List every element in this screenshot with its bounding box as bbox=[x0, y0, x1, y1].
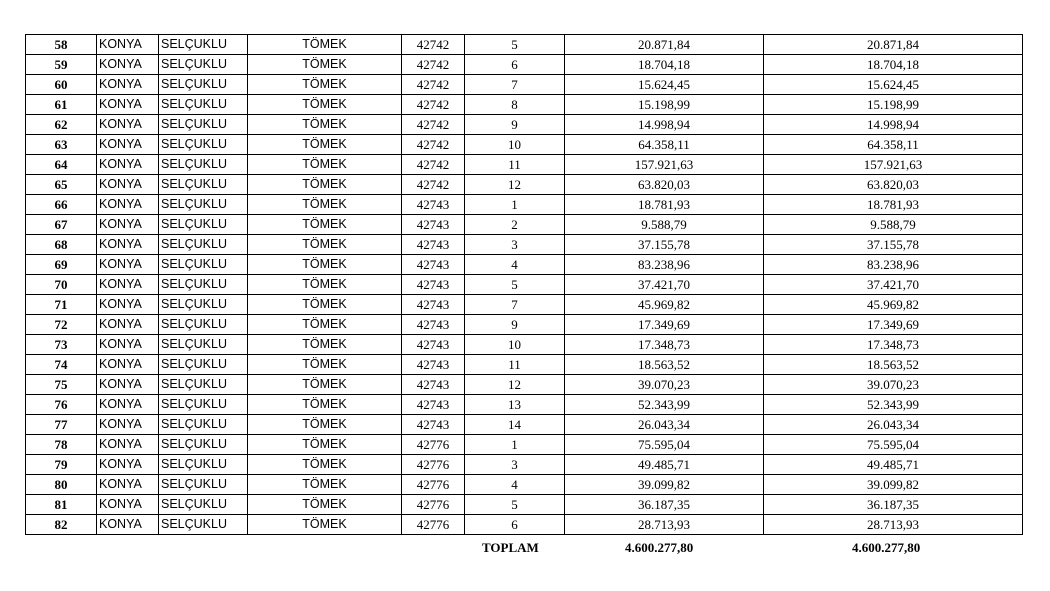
district-cell: SELÇUKLU bbox=[159, 295, 248, 315]
table-row bbox=[26, 395, 1023, 415]
amount-cell: 37.155,78 bbox=[764, 235, 1023, 255]
neighborhood-cell: TÖMEK bbox=[248, 475, 402, 495]
amount-cell: 18.563,52 bbox=[764, 355, 1023, 375]
block-cell: 42742 bbox=[402, 75, 465, 95]
amount-cell: 37.421,70 bbox=[764, 275, 1023, 295]
parcel-cell: 2 bbox=[465, 215, 565, 235]
amount-cell: 17.349,69 bbox=[764, 315, 1023, 335]
amount-cell: 17.348,73 bbox=[565, 335, 764, 355]
amount-cell: 45.969,82 bbox=[764, 295, 1023, 315]
province-cell: KONYA bbox=[97, 255, 159, 275]
row-number: 72 bbox=[26, 315, 97, 335]
neighborhood-cell: TÖMEK bbox=[248, 155, 402, 175]
table-row bbox=[26, 75, 1023, 95]
province-cell: KONYA bbox=[97, 215, 159, 235]
province-cell: KONYA bbox=[97, 395, 159, 415]
parcel-cell: 4 bbox=[465, 255, 565, 275]
table-row bbox=[26, 335, 1023, 355]
amount-cell: 9.588,79 bbox=[764, 215, 1023, 235]
row-number: 80 bbox=[26, 475, 97, 495]
parcel-cell: 11 bbox=[465, 155, 565, 175]
district-cell: SELÇUKLU bbox=[159, 195, 248, 215]
district-cell: SELÇUKLU bbox=[159, 495, 248, 515]
parcel-cell: 9 bbox=[465, 115, 565, 135]
province-cell: KONYA bbox=[97, 115, 159, 135]
province-cell: KONYA bbox=[97, 295, 159, 315]
table-row bbox=[26, 375, 1023, 395]
neighborhood-cell: TÖMEK bbox=[248, 315, 402, 335]
row-number: 74 bbox=[26, 355, 97, 375]
row-number: 73 bbox=[26, 335, 97, 355]
amount-cell: 75.595,04 bbox=[764, 435, 1023, 455]
neighborhood-cell: TÖMEK bbox=[248, 415, 402, 435]
neighborhood-cell: TÖMEK bbox=[248, 455, 402, 475]
province-cell: KONYA bbox=[97, 95, 159, 115]
amount-cell: 36.187,35 bbox=[565, 495, 764, 515]
amount-cell: 64.358,11 bbox=[565, 135, 764, 155]
amount-cell: 37.421,70 bbox=[565, 275, 764, 295]
neighborhood-cell: TÖMEK bbox=[248, 75, 402, 95]
row-number: 58 bbox=[26, 35, 97, 55]
amount-cell: 75.595,04 bbox=[565, 435, 764, 455]
neighborhood-cell: TÖMEK bbox=[248, 495, 402, 515]
total-amount-1: 4.600.277,80 bbox=[625, 540, 694, 555]
table-row bbox=[26, 495, 1023, 515]
amount-cell: 26.043,34 bbox=[565, 415, 764, 435]
parcel-cell: 1 bbox=[465, 435, 565, 455]
table-row bbox=[26, 155, 1023, 175]
amount-cell: 39.099,82 bbox=[764, 475, 1023, 495]
row-number: 77 bbox=[26, 415, 97, 435]
district-cell: SELÇUKLU bbox=[159, 55, 248, 75]
province-cell: KONYA bbox=[97, 175, 159, 195]
district-cell: SELÇUKLU bbox=[159, 175, 248, 195]
neighborhood-cell: TÖMEK bbox=[248, 355, 402, 375]
block-cell: 42743 bbox=[402, 335, 465, 355]
district-cell: SELÇUKLU bbox=[159, 455, 248, 475]
amount-cell: 39.070,23 bbox=[565, 375, 764, 395]
block-cell: 42742 bbox=[402, 155, 465, 175]
table-row bbox=[26, 475, 1023, 495]
row-number: 60 bbox=[26, 75, 97, 95]
neighborhood-cell: TÖMEK bbox=[248, 55, 402, 75]
parcel-cell: 3 bbox=[465, 235, 565, 255]
parcel-cell: 13 bbox=[465, 395, 565, 415]
parcel-cell: 7 bbox=[465, 295, 565, 315]
table-row bbox=[26, 95, 1023, 115]
block-cell: 42743 bbox=[402, 275, 465, 295]
parcel-cell: 5 bbox=[465, 495, 565, 515]
block-cell: 42743 bbox=[402, 195, 465, 215]
parcel-cell: 6 bbox=[465, 515, 565, 535]
table-body bbox=[26, 35, 1023, 535]
province-cell: KONYA bbox=[97, 375, 159, 395]
district-cell: SELÇUKLU bbox=[159, 435, 248, 455]
row-number: 71 bbox=[26, 295, 97, 315]
amount-cell: 15.198,99 bbox=[565, 95, 764, 115]
row-number: 66 bbox=[26, 195, 97, 215]
neighborhood-cell: TÖMEK bbox=[248, 175, 402, 195]
block-cell: 42742 bbox=[402, 115, 465, 135]
district-cell: SELÇUKLU bbox=[159, 395, 248, 415]
neighborhood-cell: TÖMEK bbox=[248, 275, 402, 295]
neighborhood-cell: TÖMEK bbox=[248, 115, 402, 135]
row-number: 79 bbox=[26, 455, 97, 475]
row-number: 62 bbox=[26, 115, 97, 135]
amount-cell: 49.485,71 bbox=[565, 455, 764, 475]
block-cell: 42776 bbox=[402, 495, 465, 515]
province-cell: KONYA bbox=[97, 435, 159, 455]
neighborhood-cell: TÖMEK bbox=[248, 135, 402, 155]
row-number: 70 bbox=[26, 275, 97, 295]
neighborhood-cell: TÖMEK bbox=[248, 435, 402, 455]
amount-cell: 157.921,63 bbox=[764, 155, 1023, 175]
parcel-cell: 6 bbox=[465, 55, 565, 75]
row-number: 59 bbox=[26, 55, 97, 75]
parcel-cell: 4 bbox=[465, 475, 565, 495]
block-cell: 42742 bbox=[402, 55, 465, 75]
block-cell: 42743 bbox=[402, 355, 465, 375]
total-label: TOPLAM bbox=[482, 540, 539, 555]
province-cell: KONYA bbox=[97, 335, 159, 355]
block-cell: 42776 bbox=[402, 435, 465, 455]
amount-cell: 18.781,93 bbox=[565, 195, 764, 215]
amount-cell: 39.070,23 bbox=[764, 375, 1023, 395]
amount-cell: 39.099,82 bbox=[565, 475, 764, 495]
amount-cell: 64.358,11 bbox=[764, 135, 1023, 155]
province-cell: KONYA bbox=[97, 455, 159, 475]
amount-cell: 18.704,18 bbox=[565, 55, 764, 75]
block-cell: 42743 bbox=[402, 395, 465, 415]
amount-cell: 28.713,93 bbox=[764, 515, 1023, 535]
block-cell: 42742 bbox=[402, 95, 465, 115]
district-cell: SELÇUKLU bbox=[159, 275, 248, 295]
province-cell: KONYA bbox=[97, 55, 159, 75]
province-cell: KONYA bbox=[97, 275, 159, 295]
parcel-cell: 3 bbox=[465, 455, 565, 475]
amount-cell: 37.155,78 bbox=[565, 235, 764, 255]
amount-cell: 18.781,93 bbox=[764, 195, 1023, 215]
table-row bbox=[26, 135, 1023, 155]
block-cell: 42776 bbox=[402, 475, 465, 495]
district-cell: SELÇUKLU bbox=[159, 355, 248, 375]
row-number: 67 bbox=[26, 215, 97, 235]
row-number: 81 bbox=[26, 495, 97, 515]
amount-cell: 83.238,96 bbox=[764, 255, 1023, 275]
amount-cell: 83.238,96 bbox=[565, 255, 764, 275]
neighborhood-cell: TÖMEK bbox=[248, 235, 402, 255]
parcel-table-container bbox=[25, 34, 1023, 535]
province-cell: KONYA bbox=[97, 195, 159, 215]
amount-cell: 15.198,99 bbox=[764, 95, 1023, 115]
neighborhood-cell: TÖMEK bbox=[248, 295, 402, 315]
district-cell: SELÇUKLU bbox=[159, 115, 248, 135]
table-row bbox=[26, 515, 1023, 535]
parcel-table bbox=[25, 34, 1023, 535]
district-cell: SELÇUKLU bbox=[159, 515, 248, 535]
table-row bbox=[26, 215, 1023, 235]
block-cell: 42743 bbox=[402, 415, 465, 435]
table-row bbox=[26, 35, 1023, 55]
table-row bbox=[26, 295, 1023, 315]
parcel-cell: 12 bbox=[465, 175, 565, 195]
table-row bbox=[26, 255, 1023, 275]
row-number: 78 bbox=[26, 435, 97, 455]
parcel-cell: 7 bbox=[465, 75, 565, 95]
amount-cell: 14.998,94 bbox=[764, 115, 1023, 135]
district-cell: SELÇUKLU bbox=[159, 255, 248, 275]
block-cell: 42776 bbox=[402, 515, 465, 535]
neighborhood-cell: TÖMEK bbox=[248, 95, 402, 115]
parcel-cell: 8 bbox=[465, 95, 565, 115]
district-cell: SELÇUKLU bbox=[159, 215, 248, 235]
amount-cell: 20.871,84 bbox=[764, 35, 1023, 55]
table-row bbox=[26, 175, 1023, 195]
amount-cell: 45.969,82 bbox=[565, 295, 764, 315]
row-number: 65 bbox=[26, 175, 97, 195]
block-cell: 42743 bbox=[402, 235, 465, 255]
province-cell: KONYA bbox=[97, 475, 159, 495]
district-cell: SELÇUKLU bbox=[159, 475, 248, 495]
block-cell: 42742 bbox=[402, 175, 465, 195]
parcel-cell: 1 bbox=[465, 195, 565, 215]
total-amount-2: 4.600.277,80 bbox=[852, 540, 921, 555]
table-row bbox=[26, 195, 1023, 215]
row-number: 76 bbox=[26, 395, 97, 415]
table-row bbox=[26, 355, 1023, 375]
province-cell: KONYA bbox=[97, 155, 159, 175]
table-row bbox=[26, 275, 1023, 295]
amount-cell: 15.624,45 bbox=[764, 75, 1023, 95]
block-cell: 42742 bbox=[402, 35, 465, 55]
block-cell: 42743 bbox=[402, 315, 465, 335]
block-cell: 42743 bbox=[402, 215, 465, 235]
block-cell: 42742 bbox=[402, 135, 465, 155]
table-row bbox=[26, 315, 1023, 335]
table-row bbox=[26, 435, 1023, 455]
amount-cell: 17.349,69 bbox=[565, 315, 764, 335]
province-cell: KONYA bbox=[97, 315, 159, 335]
amount-cell: 52.343,99 bbox=[764, 395, 1023, 415]
district-cell: SELÇUKLU bbox=[159, 315, 248, 335]
province-cell: KONYA bbox=[97, 355, 159, 375]
amount-cell: 14.998,94 bbox=[565, 115, 764, 135]
neighborhood-cell: TÖMEK bbox=[248, 215, 402, 235]
district-cell: SELÇUKLU bbox=[159, 95, 248, 115]
district-cell: SELÇUKLU bbox=[159, 415, 248, 435]
district-cell: SELÇUKLU bbox=[159, 135, 248, 155]
province-cell: KONYA bbox=[97, 415, 159, 435]
row-number: 69 bbox=[26, 255, 97, 275]
table-row bbox=[26, 415, 1023, 435]
parcel-cell: 5 bbox=[465, 35, 565, 55]
neighborhood-cell: TÖMEK bbox=[248, 335, 402, 355]
province-cell: KONYA bbox=[97, 515, 159, 535]
neighborhood-cell: TÖMEK bbox=[248, 395, 402, 415]
row-number: 61 bbox=[26, 95, 97, 115]
row-number: 64 bbox=[26, 155, 97, 175]
neighborhood-cell: TÖMEK bbox=[248, 195, 402, 215]
parcel-cell: 12 bbox=[465, 375, 565, 395]
district-cell: SELÇUKLU bbox=[159, 235, 248, 255]
amount-cell: 63.820,03 bbox=[565, 175, 764, 195]
parcel-cell: 14 bbox=[465, 415, 565, 435]
parcel-cell: 10 bbox=[465, 135, 565, 155]
amount-cell: 17.348,73 bbox=[764, 335, 1023, 355]
district-cell: SELÇUKLU bbox=[159, 35, 248, 55]
parcel-cell: 11 bbox=[465, 355, 565, 375]
amount-cell: 36.187,35 bbox=[764, 495, 1023, 515]
block-cell: 42743 bbox=[402, 375, 465, 395]
table-row bbox=[26, 115, 1023, 135]
table-row bbox=[26, 55, 1023, 75]
neighborhood-cell: TÖMEK bbox=[248, 255, 402, 275]
amount-cell: 49.485,71 bbox=[764, 455, 1023, 475]
block-cell: 42776 bbox=[402, 455, 465, 475]
parcel-cell: 10 bbox=[465, 335, 565, 355]
district-cell: SELÇUKLU bbox=[159, 75, 248, 95]
row-number: 63 bbox=[26, 135, 97, 155]
amount-cell: 20.871,84 bbox=[565, 35, 764, 55]
district-cell: SELÇUKLU bbox=[159, 335, 248, 355]
row-number: 75 bbox=[26, 375, 97, 395]
amount-cell: 18.704,18 bbox=[764, 55, 1023, 75]
parcel-cell: 5 bbox=[465, 275, 565, 295]
neighborhood-cell: TÖMEK bbox=[248, 375, 402, 395]
province-cell: KONYA bbox=[97, 75, 159, 95]
amount-cell: 157.921,63 bbox=[565, 155, 764, 175]
parcel-cell: 9 bbox=[465, 315, 565, 335]
province-cell: KONYA bbox=[97, 135, 159, 155]
table-row bbox=[26, 235, 1023, 255]
province-cell: KONYA bbox=[97, 235, 159, 255]
block-cell: 42743 bbox=[402, 255, 465, 275]
row-number: 82 bbox=[26, 515, 97, 535]
neighborhood-cell: TÖMEK bbox=[248, 515, 402, 535]
amount-cell: 9.588,79 bbox=[565, 215, 764, 235]
row-number: 68 bbox=[26, 235, 97, 255]
block-cell: 42743 bbox=[402, 295, 465, 315]
amount-cell: 52.343,99 bbox=[565, 395, 764, 415]
amount-cell: 26.043,34 bbox=[764, 415, 1023, 435]
amount-cell: 15.624,45 bbox=[565, 75, 764, 95]
amount-cell: 18.563,52 bbox=[565, 355, 764, 375]
neighborhood-cell: TÖMEK bbox=[248, 35, 402, 55]
amount-cell: 28.713,93 bbox=[565, 515, 764, 535]
province-cell: KONYA bbox=[97, 35, 159, 55]
amount-cell: 63.820,03 bbox=[764, 175, 1023, 195]
table-row bbox=[26, 455, 1023, 475]
district-cell: SELÇUKLU bbox=[159, 375, 248, 395]
province-cell: KONYA bbox=[97, 495, 159, 515]
district-cell: SELÇUKLU bbox=[159, 155, 248, 175]
